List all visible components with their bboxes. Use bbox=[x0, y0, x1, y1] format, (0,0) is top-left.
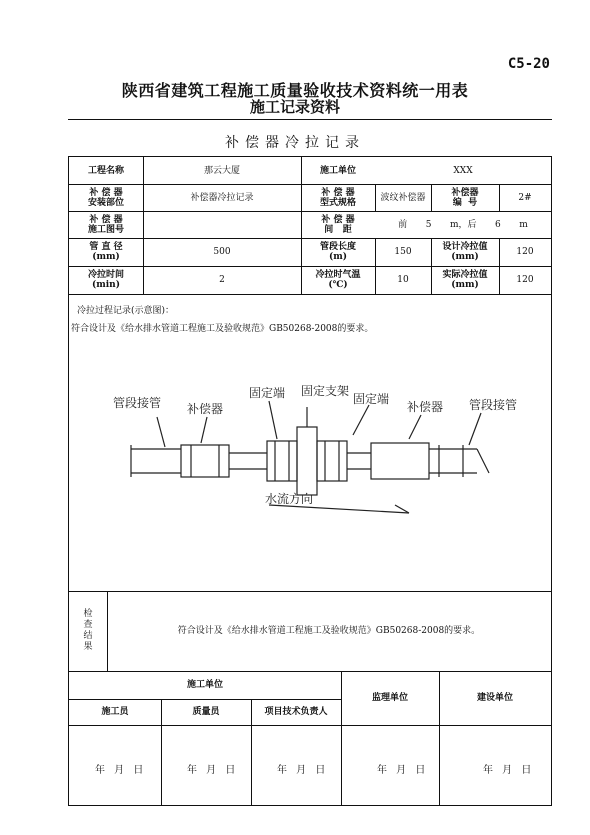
pull-time-label: 冷拉时间 (min) bbox=[87, 270, 124, 290]
tech-lead-date: 年 月 日 bbox=[277, 765, 329, 776]
left-compensator bbox=[181, 445, 229, 477]
project-name-label: 工程名称 bbox=[87, 165, 124, 176]
right-pipe-label: 管段接管 bbox=[469, 398, 518, 412]
supervision-date: 年 月 日 bbox=[377, 765, 429, 776]
pipe-length-label: 管段长度 (m) bbox=[319, 242, 356, 262]
process-label: 冷拉过程记录(示意图)： bbox=[77, 306, 175, 316]
right-pipe-end bbox=[477, 449, 489, 473]
spacing-front-value: 5 bbox=[425, 219, 432, 230]
row-line bbox=[69, 725, 551, 726]
record-table bbox=[68, 156, 552, 806]
drawing-no-label: 补 偿 器 施工图号 bbox=[87, 214, 124, 235]
form-subtitle: 施工记录资料 bbox=[249, 98, 340, 116]
spacing-label: 补 偿 器 间 距 bbox=[321, 214, 355, 235]
right-compensator-label: 补偿器 bbox=[407, 400, 444, 414]
inspection-text: 符合设计及《给水排水管道工程施工及验收规范》GB50268-2008的要求。 bbox=[177, 626, 481, 636]
process-statement: 符合设计及《给水排水管道工程施工及验收规范》GB50268-2008的要求。 bbox=[71, 324, 374, 334]
supervision-unit-label: 监理单位 bbox=[371, 693, 408, 703]
design-pull-value: 120 bbox=[516, 247, 534, 257]
actual-pull-value: 120 bbox=[516, 275, 534, 285]
inspection-label: 检 查 结 果 bbox=[83, 609, 93, 652]
tech-lead-label: 项目技术负责人 bbox=[264, 707, 328, 717]
design-pull-label: 设计冷拉值 (mm) bbox=[442, 242, 488, 262]
spacing-value bbox=[375, 211, 551, 238]
contractor-value: XXX bbox=[453, 165, 473, 176]
left-fixed-end bbox=[267, 441, 297, 481]
compensator-type-value: 波纹补偿器 bbox=[380, 192, 426, 203]
form-title: 陕西省建筑工程施工质量验收技术资料统一用表 bbox=[121, 81, 469, 100]
flow-label: 水流方向 bbox=[265, 492, 314, 506]
builder-label: 施工员 bbox=[101, 707, 129, 717]
project-name-value: 那云大厦 bbox=[203, 165, 240, 176]
construction-unit-label: 施工单位 bbox=[186, 680, 223, 690]
install-location-label: 补 偿 器 安装部位 bbox=[87, 187, 124, 208]
contractor-label: 施工单位 bbox=[319, 165, 356, 176]
pipe-length-value: 150 bbox=[394, 247, 412, 257]
spacing-front-label: 前 bbox=[398, 219, 408, 230]
pipe-diameter-label: 管 直 径 (mm) bbox=[89, 242, 123, 262]
flow-arrow bbox=[269, 505, 409, 513]
spacing-unit: m bbox=[519, 219, 528, 230]
pull-time-value: 2 bbox=[219, 275, 225, 285]
drawing-no-value bbox=[143, 211, 301, 238]
right-compensator bbox=[371, 443, 429, 479]
compensator-type-label: 补 偿 器 型式规格 bbox=[319, 187, 356, 208]
compensator-no-label: 补偿器 编 号 bbox=[451, 187, 479, 208]
record-title: 补偿器冷拉记录 bbox=[225, 135, 365, 151]
spacing-back-value: 6 bbox=[494, 219, 501, 230]
pull-temp-value: 10 bbox=[397, 275, 409, 285]
right-fixed-label: 固定端 bbox=[353, 392, 390, 406]
form-code: C5-20 bbox=[507, 56, 550, 72]
title-rule bbox=[68, 119, 552, 120]
client-unit-label: 建设单位 bbox=[476, 693, 513, 703]
row-line bbox=[69, 294, 551, 295]
builder-date: 年 月 日 bbox=[95, 765, 147, 776]
spacing-back-label: m，后 bbox=[449, 219, 477, 230]
left-fixed-label: 固定端 bbox=[249, 386, 286, 400]
fixed-support bbox=[297, 427, 317, 495]
support-label: 固定支架 bbox=[301, 384, 350, 398]
left-pipe-label: 管段接管 bbox=[113, 396, 162, 410]
install-location-value: 补偿器冷拉记录 bbox=[190, 192, 254, 203]
pipe-diameter-value: 500 bbox=[213, 247, 231, 257]
quality-date: 年 月 日 bbox=[187, 765, 239, 776]
quality-label: 质量员 bbox=[192, 707, 220, 717]
compensator-no-value: 2# bbox=[518, 192, 532, 203]
pipe-diagram bbox=[69, 357, 551, 527]
actual-pull-label: 实际冷拉值 (mm) bbox=[442, 270, 488, 290]
left-compensator-label: 补偿器 bbox=[187, 402, 224, 416]
pull-temp-label: 冷拉时气温 (℃) bbox=[315, 270, 361, 290]
right-fixed-end bbox=[317, 441, 347, 481]
client-date: 年 月 日 bbox=[483, 765, 535, 776]
